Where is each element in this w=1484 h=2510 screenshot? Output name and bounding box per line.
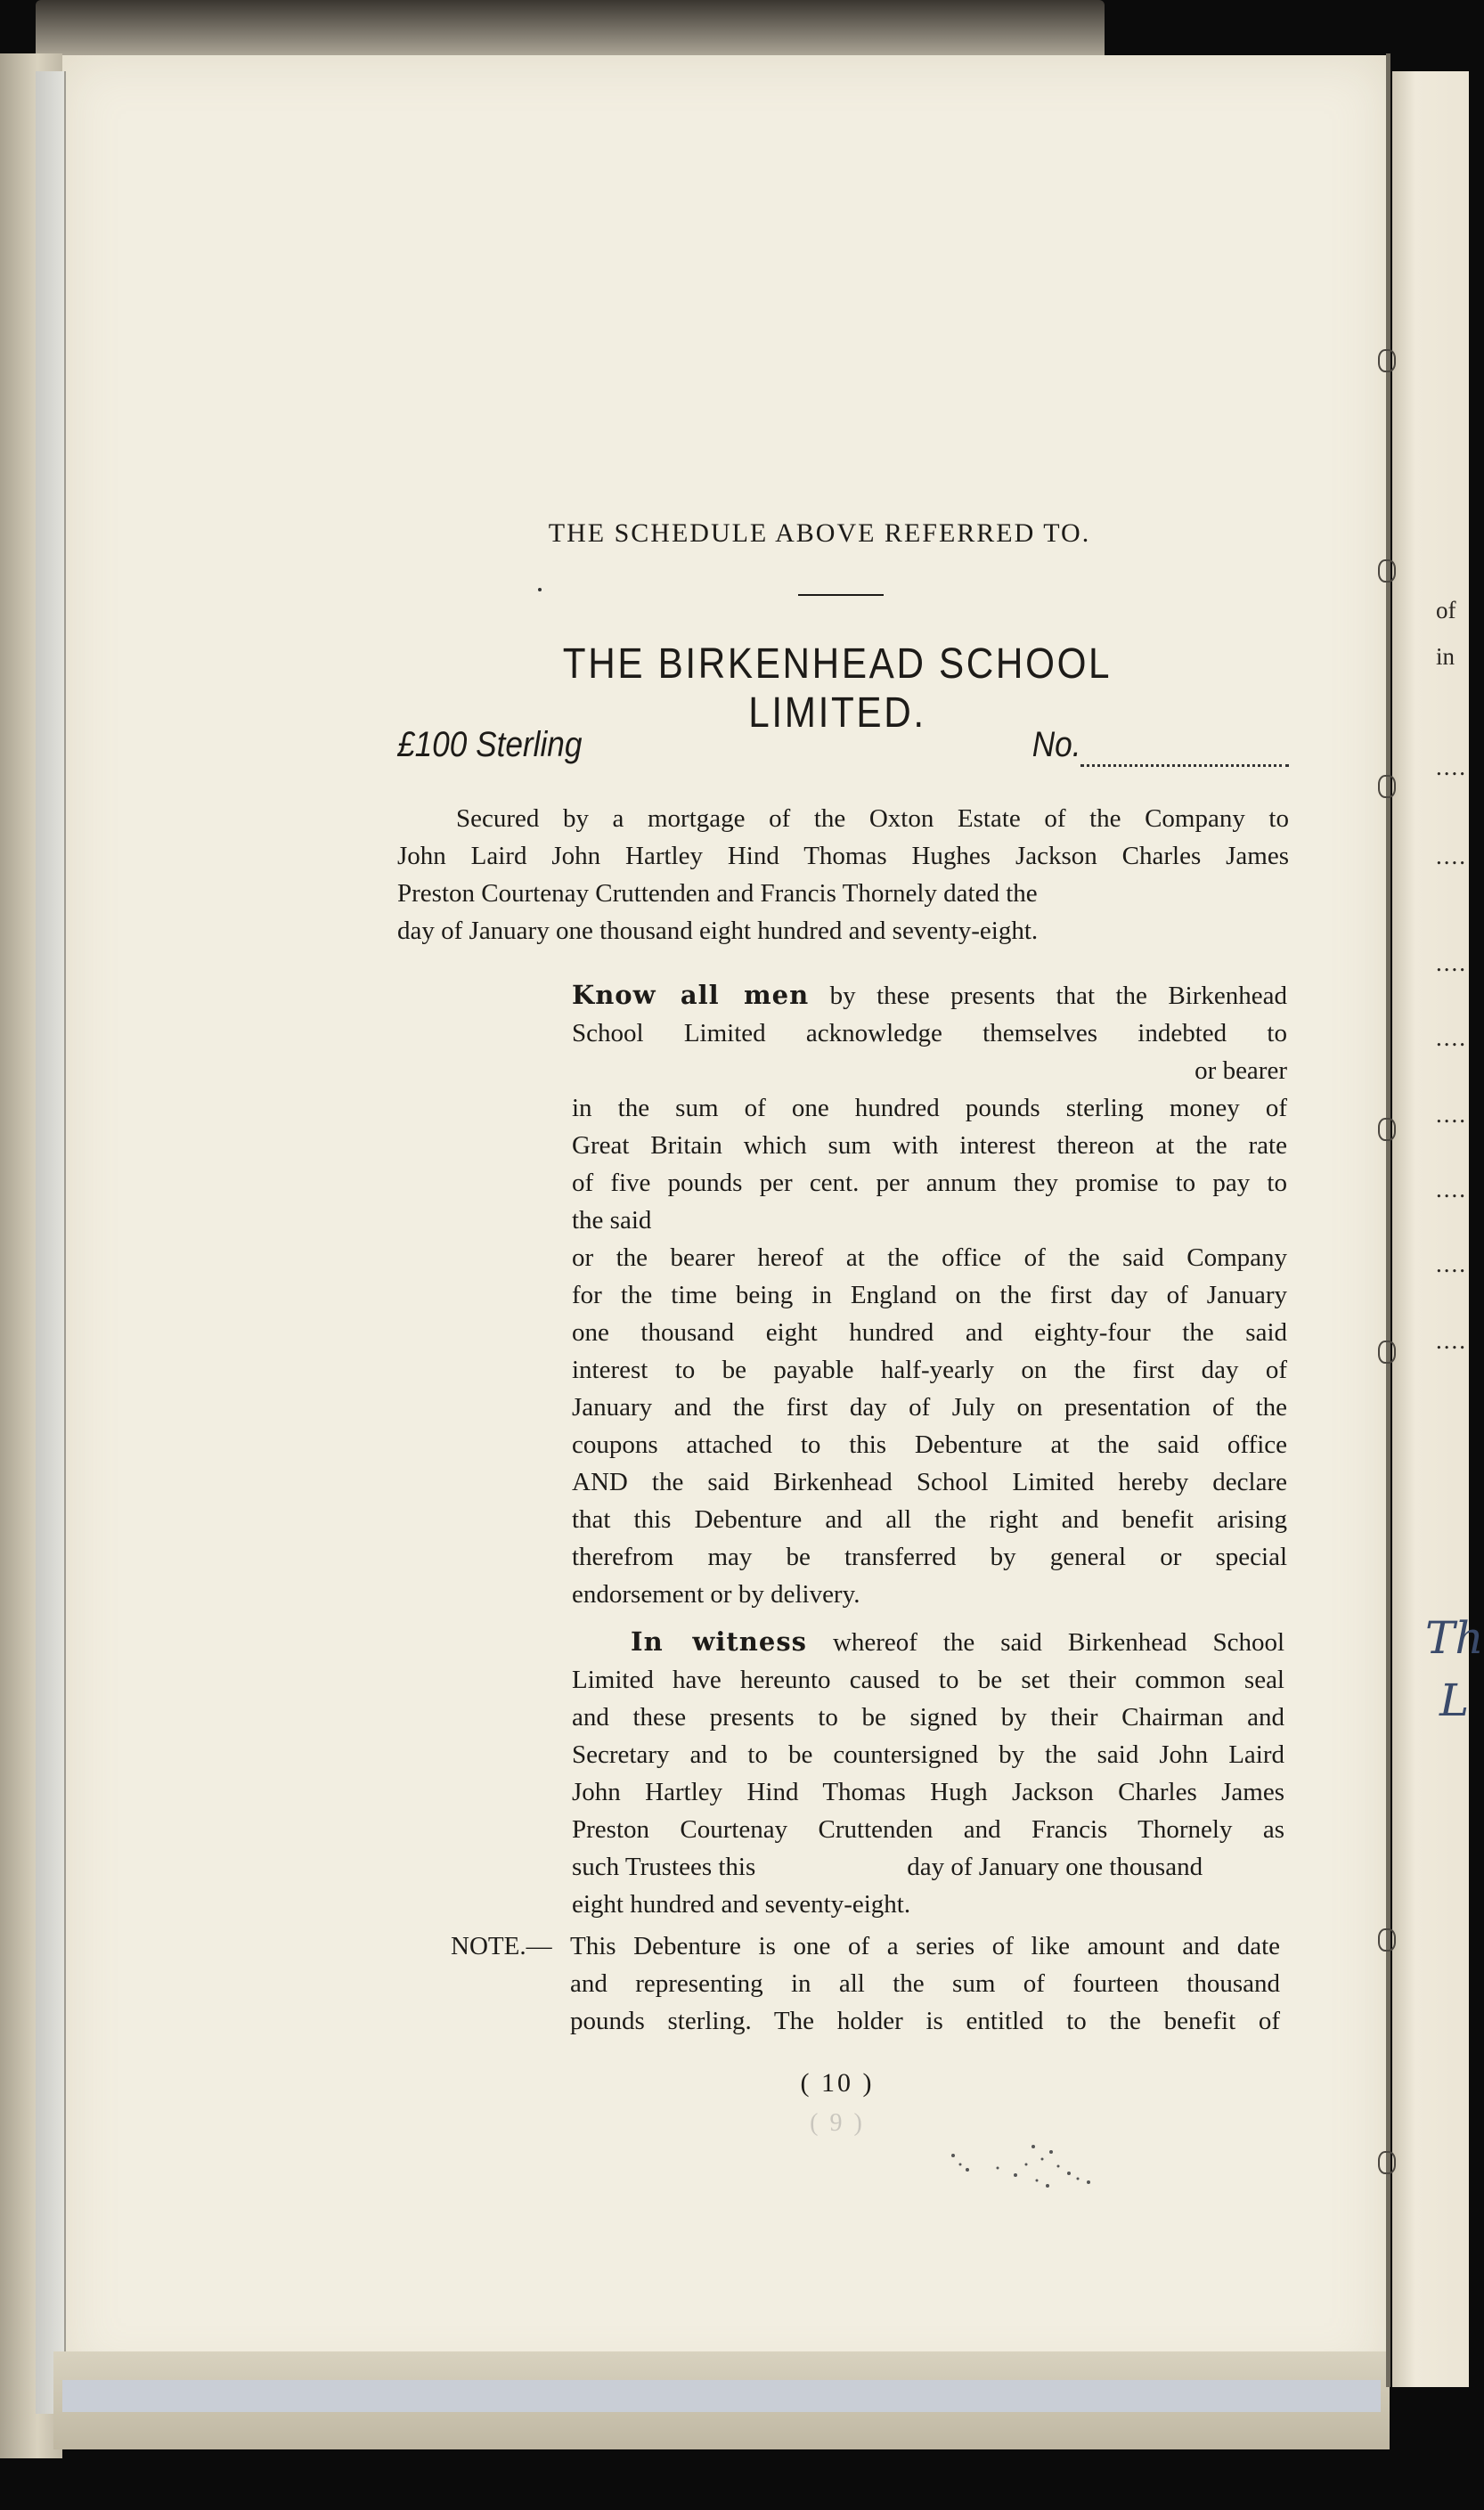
text-line: day of January one thousand eight hundred and seventy-eight.: [397, 917, 1039, 945]
text-line: interest to be payable half-yearly on the first day of: [572, 1356, 1287, 1384]
text-line: pounds sterling. The holder is entitled to the benefit of: [570, 2007, 1280, 2035]
under-blue-sheet: [62, 2380, 1381, 2412]
text-line: This Debenture is one of a series of like amount and date: [570, 1932, 1280, 1960]
adjacent-handwriting: Th: [1425, 1612, 1484, 1664]
number-label: No.: [1031, 725, 1081, 764]
schedule-heading: THE SCHEDULE ABOVE REFERRED TO.: [548, 518, 1091, 548]
adjacent-dots: ....: [1436, 1327, 1467, 1354]
text-line: for the time being in England on the first day of January: [572, 1281, 1287, 1309]
stitch-ring-icon: [1378, 349, 1396, 372]
adjacent-word: of: [1436, 597, 1456, 623]
text-line: Secretary and to be countersigned by the said John Laird: [572, 1740, 1284, 1769]
ink-speck: [538, 588, 542, 591]
company-title: THE BIRKENHEAD SCHOOL LIMITED.: [562, 640, 1113, 737]
text-line: January and the first day of July on presentation of the: [572, 1393, 1287, 1422]
text-line: Preston Courtenay Cruttenden and Francis Thornely as: [572, 1815, 1284, 1844]
text-line: or the bearer hereof at the office of the said Company: [572, 1243, 1287, 1272]
text-line: [572, 976, 1287, 1015]
text-line: Limited have hereunto caused to be set their common seal: [572, 1666, 1284, 1694]
text-line: that this Debenture and all the right and benefit arising: [572, 1505, 1287, 1534]
adjacent-dots: ....: [1436, 1176, 1467, 1202]
blackletter-lead: In witness: [631, 1626, 807, 1657]
stitch-ring-icon: [1378, 1341, 1396, 1364]
adjacent-dots: ....: [1436, 1251, 1467, 1277]
text-line: and these presents to be signed by their Chairman and: [572, 1703, 1284, 1732]
note-paragraph: [570, 1927, 1280, 2040]
text-fragment: such Trustees this: [572, 1853, 756, 1881]
adjacent-word: in: [1436, 643, 1455, 670]
adjacent-dots: ....: [1436, 1101, 1467, 1128]
adjacent-dots: ....: [1436, 1024, 1467, 1051]
text-fragment: by these presents that the Birkenhead: [829, 982, 1287, 1010]
secured-paragraph: [397, 800, 1289, 949]
stitch-ring-icon: [1378, 1928, 1396, 1952]
page-number-showthrough: ( 9 ): [810, 2109, 865, 2137]
page-number: ( 10 ): [800, 2068, 875, 2098]
text-line: therefrom may be transferred by general or special: [572, 1543, 1287, 1571]
binding-strip: [36, 71, 66, 2414]
text-line: [572, 1623, 1284, 1661]
text-line: endorsement or by delivery.: [572, 1580, 860, 1609]
text-line: Great Britain which sum with interest thereon at the rate: [572, 1131, 1287, 1160]
text-line: the said: [572, 1206, 652, 1235]
text-line: AND the said Birkenhead School Limited hereby declare: [572, 1468, 1287, 1496]
number-blank-line: [1080, 764, 1289, 767]
text-line: Secured by a mortgage of the Oxton Estate of the Company to: [456, 804, 1289, 833]
binding-stitch: [1386, 53, 1390, 2387]
text-line: and representing in all the sum of fourteen thousand: [570, 1969, 1280, 1998]
text-line: in the sum of one hundred pounds sterling money of: [572, 1094, 1287, 1122]
text-line: Preston Courtenay Cruttenden and Francis Thornely dated the: [397, 879, 1038, 908]
know-all-men-paragraph: [572, 976, 1287, 1613]
text-line: John Laird John Hartley Hind Thomas Hughes Jackson Charles James: [397, 842, 1289, 870]
adjacent-dots: ....: [1436, 754, 1467, 780]
stitch-ring-icon: [1378, 1118, 1396, 1141]
text-line: or bearer: [1195, 1056, 1287, 1085]
amount-label: £100 Sterling: [397, 725, 583, 764]
text-line: of five pounds per cent. per annum they promise to pay to: [572, 1169, 1287, 1197]
text-line: coupons attached to this Debenture at the said office: [572, 1430, 1287, 1459]
text-line: John Hartley Hind Thomas Hugh Jackson Charles James: [572, 1778, 1284, 1806]
adjacent-page: [1392, 71, 1469, 2387]
text-line: eight hundred and seventy-eight.: [572, 1890, 911, 1919]
adjacent-dots: ....: [1436, 843, 1467, 869]
stitch-ring-icon: [1378, 2151, 1396, 2174]
heading-rule: [798, 594, 884, 596]
adjacent-handwriting: L: [1439, 1675, 1470, 1726]
blackletter-lead: Know all men: [572, 980, 810, 1010]
book-top-edge: [36, 0, 1105, 62]
text-line: School Limited acknowledge themselves indebted to: [572, 1019, 1287, 1047]
text-fragment: day of January one thousand: [907, 1853, 1203, 1881]
stitch-ring-icon: [1378, 559, 1396, 583]
text-line: [572, 1848, 1284, 1886]
debenture-number: [1029, 725, 1289, 765]
text-line: one thousand eight hundred and eighty-four the said: [572, 1318, 1287, 1347]
adjacent-dots: ....: [1436, 949, 1467, 976]
note-label: NOTE.—: [451, 1932, 552, 1960]
ink-smudge: [944, 2129, 1122, 2209]
witness-paragraph: [572, 1623, 1284, 1923]
text-fragment: whereof the said Birkenhead School: [832, 1628, 1285, 1657]
stitch-ring-icon: [1378, 775, 1396, 798]
